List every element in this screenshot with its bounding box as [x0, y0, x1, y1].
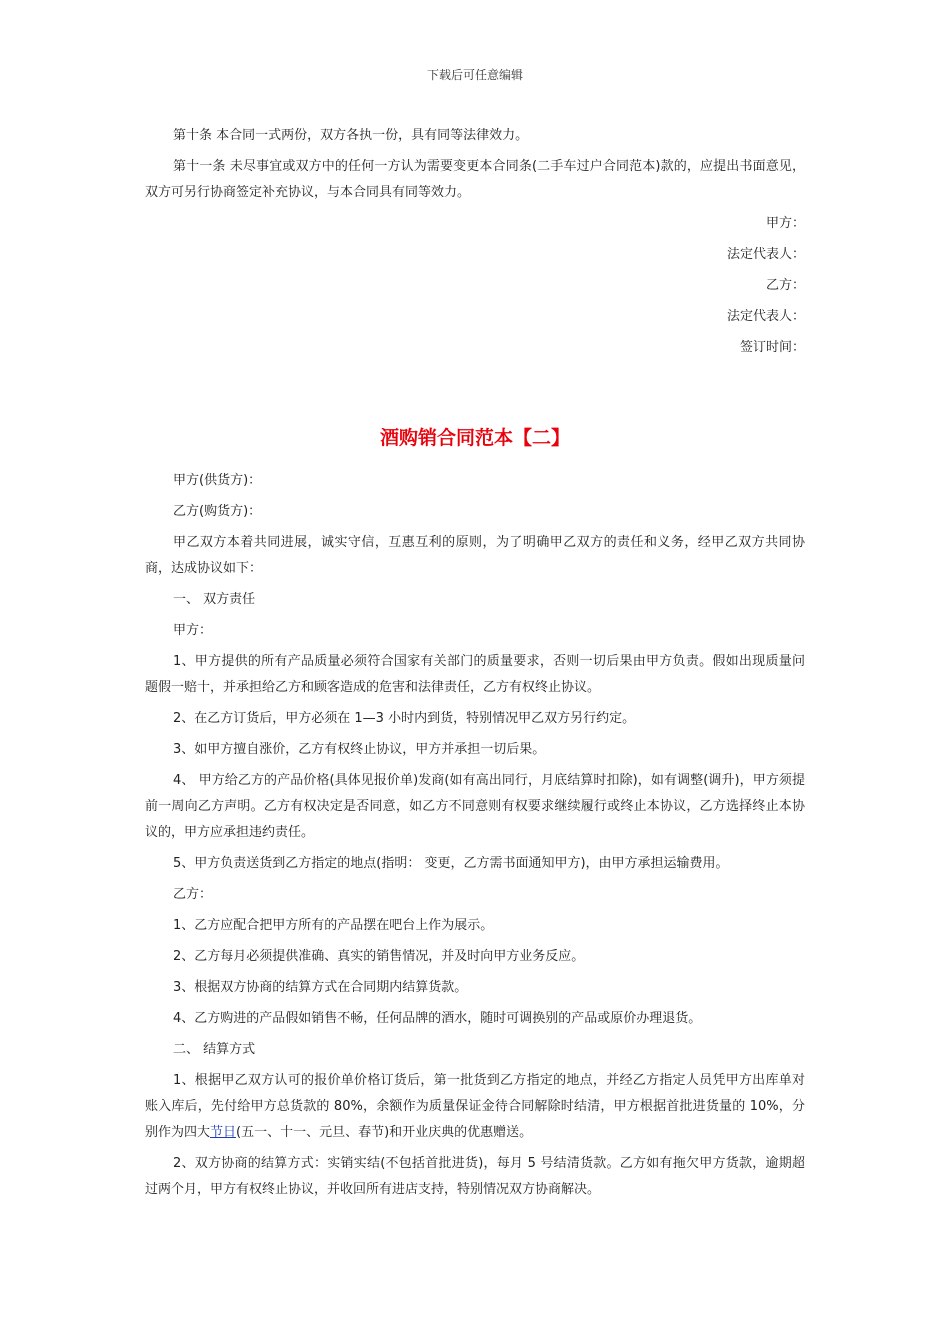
party-a-item-1: 1、甲方提供的所有产品质量必须符合国家有关部门的质量要求，否则一切后果由甲方负责。假如出现质量问题假一赔十，并承担给乙方和顾客造成的危害和法律责任，乙方有权终止协议。	[145, 654, 805, 695]
settlement-item-2: 2、双方协商的结算方式：实销实结(不包括首批进货)，每月 5 号结清货款。乙方如有拖欠甲方货款，逾期超过两个月，甲方有权终止协议，并收回所有进店支持，特别情况双方协商解决。	[145, 1156, 805, 1197]
party-b-item-3: 3、根据双方协商的结算方式在合同期内结算货款。	[173, 980, 468, 995]
section-2-heading: 二、 结算方式	[173, 1042, 256, 1057]
clause-11: 第十一条 未尽事宜或双方中的任何一方认为需要变更本合同条(二手车过户合同范本)款的，应提出书面意见，双方可另行协商签定补充协议，与本合同具有同等效力。	[145, 159, 805, 200]
party-b-label: 乙方：	[173, 887, 213, 902]
party-a-item-4: 4、 甲方给乙方的产品价格(具体见报价单)发商(如有高出同行，月底结算时扣除)，如有调整(调升)，甲方须提前一周向乙方声明。乙方有权决定是否同意，如乙方不同意则有权要求继续履行或终止本协议，乙方选择终止本协议的，甲方应承担违约责任。	[145, 773, 805, 840]
settlement-item-1-after: (五一、十一、元旦、春节)和开业庆典的优惠赠送。	[236, 1125, 533, 1140]
contract-two-body	[145, 468, 805, 1208]
contract-title: 酒购销合同范本【二】	[379, 427, 570, 449]
holiday-link[interactable]: 节日	[210, 1125, 237, 1140]
section-1-heading: 一、 双方责任	[173, 592, 256, 607]
signature-party-a: 甲方：	[765, 216, 805, 231]
title-block	[145, 423, 805, 453]
party-b-item-1: 1、乙方应配合把甲方所有的产品摆在吧台上作为展示。	[173, 918, 494, 933]
signature-date: 签订时间：	[739, 340, 805, 355]
party-a-item-5: 5、甲方负责送货到乙方指定的地点(指明： 变更，乙方需书面通知甲方)，由甲方承担运输费用。	[173, 856, 729, 871]
signature-representative-b: 法定代表人：	[726, 309, 805, 324]
party-a-label: 甲方：	[173, 623, 213, 638]
party-b-item-2: 2、乙方每月必须提供准确、真实的销售情况，并及时向甲方业务反应。	[173, 949, 585, 964]
settlement-item-1	[145, 1068, 805, 1146]
contract-one-ending	[145, 123, 805, 366]
header-note: 下载后可任意编辑	[426, 68, 523, 82]
party-b-buyer: 乙方(购货方)：	[173, 504, 262, 519]
party-a-supplier: 甲方(供货方)：	[173, 473, 262, 488]
signature-representative-a: 法定代表人：	[726, 247, 805, 262]
party-a-item-2: 2、在乙方订货后，甲方必须在 1—3 小时内到货，特别情况甲乙双方另行约定。	[173, 711, 636, 726]
clause-10: 第十条 本合同一式两份，双方各执一份，具有同等法律效力。	[173, 128, 529, 143]
settlement-item-1-before: 1、根据甲乙双方认可的报价单价格订货后，第一批货到乙方指定的地点，并经乙方指定人员凭甲方出库单对账入库后，先付给甲方总货款的 80%，余额作为质量保证金待合同解除时结清，甲方根据首批进货量的 10%，分别作为四大	[145, 1073, 805, 1140]
intro-paragraph: 甲乙双方本着共同进展，诚实守信，互惠互利的原则，为了明确甲乙双方的责任和义务，经甲乙双方共同协商，达成协议如下：	[145, 535, 805, 576]
signature-party-b: 乙方：	[765, 278, 805, 293]
party-b-item-4: 4、乙方购进的产品假如销售不畅，任何品牌的酒水，随时可调换别的产品或原价办理退货。	[173, 1011, 702, 1026]
party-a-item-3: 3、如甲方擅自涨价，乙方有权终止协议，甲方并承担一切后果。	[173, 742, 546, 757]
